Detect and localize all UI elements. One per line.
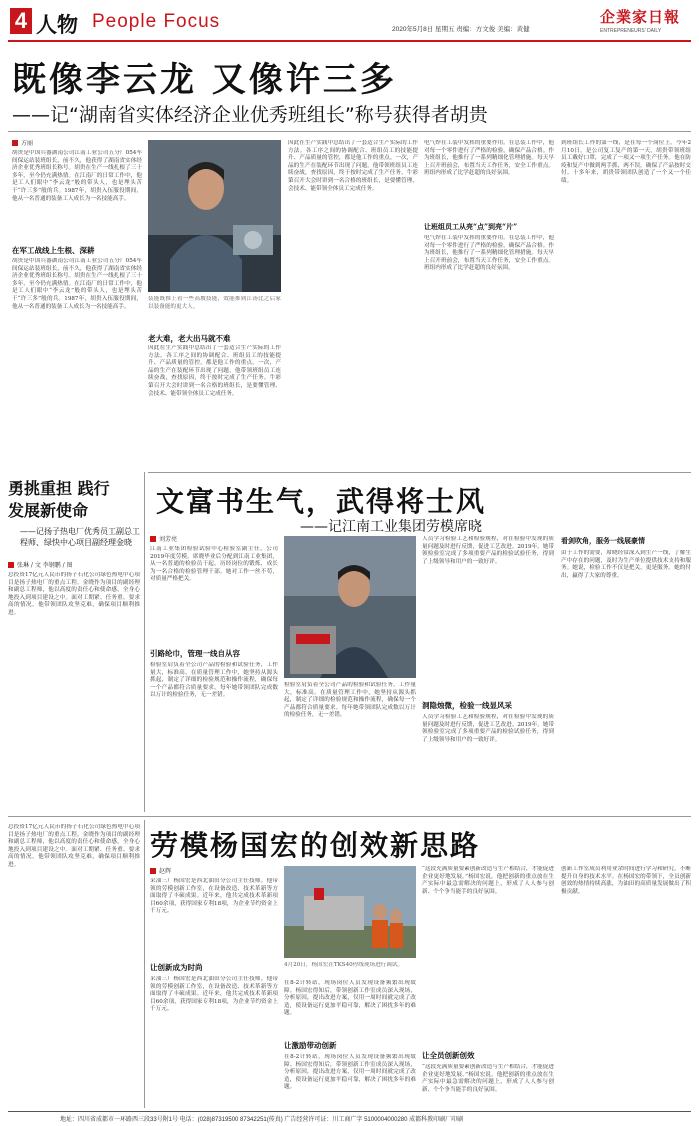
- article2-section1-title: 引路纶巾，管理一线自从容: [150, 649, 240, 658]
- article4-col3-text: “这段充满质量要素创新改造与生产相结合，才能促进企业更好地发展。”杨国宏说。他把创新的重点放在生产实际中最急需解决的问题上，形成了人人参与创新、个个争当能手的良好氛围。: [422, 866, 554, 895]
- article2-col4-text: 由于工作的需要，席晓经常深入到生产一线，了解生产中存在的问题，及时为生产单位提供技术支持和服务。她说，检验工作不仅是把关，更是服务。她的付出，赢得了大家的尊重。: [561, 550, 691, 579]
- article2-subheadline: ——记江南工业集团劳模席晓: [300, 519, 482, 535]
- article3-text: 总投资17亿元人民币的扬子石化公司绿色热电中心项目是扬子热电厂的重点工程。金晓作为项目的副经理和副总工程师，他以高度的责任心和使命感，全身心地投入到项目建设之中。面对工期紧、任务重、要求高的情况，他带领团队攻坚克难，确保项目顺利推进。: [8, 572, 140, 616]
- logo-en: ENTREPRENEURS' DAILY: [600, 28, 662, 34]
- article3-headline: 勇挑重担 践行发展新使命: [8, 479, 110, 520]
- masthead: [8, 6, 691, 40]
- oilfield-photo-illustration: [284, 866, 416, 958]
- masthead-rule: [8, 40, 691, 42]
- article2-section3-title: 看剑吹角，服务一线展豪情: [561, 536, 645, 545]
- article3-subheadline: ——记扬子热电厂优秀员工副总工程师、绿快中心项目副经理金晓: [20, 527, 140, 547]
- article1-headline: 既像李云龙 又像许三多: [12, 60, 397, 100]
- logo: [600, 6, 692, 34]
- article1-divider: [8, 131, 691, 132]
- article1-byline: [12, 138, 33, 147]
- article1-subheadline: ——记“湖南省实体经济企业优秀班组长”称号获得者胡贵: [12, 104, 488, 126]
- page-number: 4: [14, 8, 28, 33]
- byline-marker: [150, 868, 156, 874]
- article4-section1-title: 让创新成为时尚: [150, 963, 203, 972]
- logo-cn: 企業家日報: [600, 8, 681, 26]
- article4-photo: [284, 866, 416, 958]
- worker-photo-illustration: [148, 140, 281, 292]
- article4-byline: [150, 866, 171, 875]
- article4-left-divider: [144, 820, 145, 1108]
- article4-col1-text: 采油三厂杨国宏是西北油田分公司主任技师。他带领的劳模创新工作室，在设备改造、技术革新等方面取得了丰硕成果。近年来，他共完成技术革新项目60余项，获得国家专利18项，为企业节约资金上千万元。: [150, 878, 278, 915]
- article1-col4-text-b: 电气焊在工装中发挥的重要作用。在总装工作中，他对每一个零件进行了严格的检验，确保产品合格。作为班组长，他推行了一系列精细化管理措施。每天早上召开班前会，布置当天工作任务，安全工作重点。班组内形成了比学赶超的良好氛围。: [424, 235, 554, 272]
- article4-section3-title: 让全员创新创效: [422, 1051, 475, 1060]
- article4-headline: 劳模杨国宏的创效新思路: [150, 829, 481, 862]
- page-number-badge: [10, 8, 32, 34]
- article2-bottom-divider: [8, 816, 691, 817]
- byline-marker: [150, 536, 156, 542]
- byline-marker: [12, 140, 18, 146]
- article2-headline: 文富书生气，武得将士风: [156, 485, 487, 518]
- article2-byline: [150, 534, 177, 543]
- article2-photo: [284, 536, 416, 678]
- article2-col1-text-b: 检验室肩负着全公司产品的检验和试验任务，工作量大，标准高。在质量管理工作中，她坚持从源头抓起，制定了详细的检验规范和操作流程，确保每一个产品都符合质量要求。每年她带领团队完成数以万计的检验任务，无一差错。: [150, 662, 278, 699]
- article1-section3-title: 让班组员工从亮“点”到亮“片”: [424, 222, 518, 231]
- article4-col2-text-b: 在8-2计转站，现场岗位人员发现设备频繁出现故障。杨国宏得知后，带领创新工作室成员深入现场，分析原因，提出改进方案，仅用一周时间就完成了改造，使设备运行更加平稳可靠，解决了困扰多年的难题。: [284, 1054, 416, 1091]
- article4-photo-caption: 4月20日，杨国宏在TKS40停线现场进行调试。: [284, 962, 404, 968]
- article3-col-continued: 总投资17亿元人民币的扬子石化公司绿色热电中心项目是扬子热电厂的重点工程。金晓作为项目的副经理和副总工程师，他以高度的责任心和使命感，全身心地投入到项目建设之中。面对工期紧、任务重、要求高的情况，他带领团队攻坚克难，确保项目顺利推进。: [8, 824, 140, 868]
- article4-col3-text-b: “这段充满质量要素创新改造与生产相结合，才能促进企业更好地发展。”杨国宏说。他把创新的重点放在生产实际中最急需解决的问题上，形成了人人参与创新、个个争当能手的良好氛围。: [422, 1064, 554, 1093]
- article1-col3-text: 因此在生产实践中总结出了一套适合生产实际的工作方法。各工序之间的协调配合、班组员工的技能提升、产品质量的管控，都是他工作的重点。一次，产品的生产在装配环节出现了问题，他带领班组员工连续奋战，查找原因，终于按时完成了生产任务。牛彩第召开大会时讲到一名合格的班组长，是要懂管理、会技术、能带领全体员工完成任务。: [288, 140, 418, 192]
- article2-author: 刘芳亮: [159, 536, 178, 543]
- section-title-cn: 人物: [36, 13, 78, 37]
- section-title-en: People Focus: [92, 11, 221, 32]
- article4-section2-title: 让激励带动创新: [284, 1041, 337, 1050]
- article1-photo-caption: 装能既推上看一些高坡技能，效能推到江汤比之后家以装备能的更大人。: [148, 296, 281, 310]
- article2-col1-text: 江南工业集团检验试验中心检验室副主任，公司2019年度劳模。席晓毕业后分配到江南工业集团，从一名普通的检验员干起，历经岗位的锻炼，成长为一名合格的检验管理干部。她对工作一丝不苟，对质量严格把关。: [150, 546, 278, 583]
- article2-col3-text-b: 人员学习检验工艺和检验规程，对在检验中发现的质量问题及时进行反馈，促进工艺改进。2019年，她带领检验室完成了多项重要产品的检验试验任务，得到了上级领导和用户的一致好评。: [422, 714, 554, 743]
- date-line: 2020年5月8日 星期五 责编：方文俊 美编：黄健: [392, 26, 530, 33]
- article4-col1-text-b: 采油三厂杨国宏是西北油田分公司主任技师。他带领的劳模创新工作室，在设备改造、技术革新等方面取得了丰硕成果。近年来，他共完成技术革新项目60余项，获得国家专利18项，为企业节约资金上千万元。: [150, 976, 278, 1013]
- article4-author: 赵辉: [159, 868, 172, 875]
- article1-col2-text: 因此在生产实践中总结出了一套适合生产实际的工作方法。各工序之间的协调配合、班组员工的技能提升、产品质量的管控，都是他工作的重点。一次，产品的生产在装配环节出现了问题，他带领班组员工连续奋战，查找原因，终于按时完成了生产任务。牛彩第召开大会时讲到一名合格的班组长，是要懂管理、会技术、能带领全体员工完成任务。: [148, 345, 281, 397]
- article1-photo: [148, 140, 281, 292]
- article1-bottom-divider: [148, 472, 691, 473]
- article1-section1-title: 在军工战线上生根、深耕: [12, 246, 95, 255]
- article1-author: 方丽: [21, 140, 34, 147]
- article1-col1-text: 胡贵是中国兵器湖南公司江南工业公司五分厂054车间保运站装班组长，前不久，他获得了湖南省实体经济企业优秀班组长称号。胡贵在生产一线扎根了三十多年，至今仍充满热情。在江南厂的日常工作中，他是工人们眼中“李云龙”般的带头人，也是埋头苦干“许三多”般的兵。1987年，胡贵入伍服役期间，他从一名普通的装备工人成长为一名技能高手。: [12, 150, 142, 202]
- article3-byline: [8, 560, 73, 569]
- article3-headline-box: [8, 478, 140, 548]
- byline-marker: [8, 562, 14, 568]
- article2-col2-text: 检验室肩负着全公司产品的检验和试验任务，工作量大，标准高。在质量管理工作中，她坚持从源头抓起，制定了详细的检验规范和操作流程，确保每一个产品都符合质量要求。每年她带领团队完成数以万计的检验任务，无一差错。: [284, 682, 416, 719]
- footer-rule: [8, 1111, 691, 1112]
- article2-col3-text: 人员学习检验工艺和检验规程，对在检验中发现的质量问题及时进行反馈，促进工艺改进。2019年，她带领检验室完成了多项重要产品的检验试验任务，得到了上级领导和用户的一致好评。: [422, 536, 554, 565]
- article1-col1-text-b: 胡贵是中国兵器湖南公司江南工业公司五分厂054车间保运站装班组长，前不久，他获得了湖南省实体经济企业优秀班组长称号。胡贵在生产一线扎根了三十多年，至今仍充满热情。在江南厂的日常工作中，他是工人们眼中“李云龙”般的带头人，也是埋头苦干“许三多”般的兵。1987年，胡贵入伍服役期间，他从一名普通的装备工人成长为一名技能高手。: [12, 258, 142, 310]
- article2-section2-title: 洞隐烛微，检验一线显风采: [422, 701, 512, 710]
- article3-author: 张琳 / 文 李钢鹏 / 图: [17, 562, 73, 569]
- article1-col5-text: 到班组长工作的第一线，是在每一个岗位上。今年2月10日，是公司复工复产的第一天，胡贵带领班组员工戴好口罩，完成了一项又一项生产任务。他在防疫和复产中做到两手抓，两不误，确保了产品按时交付。十多年来，胡贵带领团队创造了一个又一个佳绩。: [561, 140, 691, 184]
- article1-col4-text: 电气焊在工装中发挥的重要作用。在总装工作中，他对每一个零件进行了严格的检验，确保产品合格。作为班组长，他推行了一系列精细化管理措施。每天早上召开班前会，布置当天工作任务，安全工作重点。班组内形成了比学赶超的良好氛围。: [424, 140, 554, 177]
- footer-text: 地址：四川省成都市一环路西三段33号附1号 电话：(028)87319500 87342251(传真) 广告经营许可证：川工商广字 5100004000280 成都科教印刷厂印刷: [60, 1117, 464, 1123]
- article4-col4-text: 创新工作室成员利用业余时间进行学习和研究，不断提升自身的技术水平。在杨国宏的带领下，全员创新创效的热情持续高涨，为油田的高质量发展做出了积极贡献。: [561, 866, 691, 895]
- article3-vertical-divider: [144, 472, 145, 812]
- inspector-photo-illustration: [284, 536, 416, 678]
- article4-col2-text: 在8-2计转站，现场岗位人员发现设备频繁出现故障。杨国宏得知后，带领创新工作室成员深入现场，分析原因，提出改进方案，仅用一周时间就完成了改造，使设备运行更加平稳可靠，解决了困扰多年的难题。: [284, 980, 416, 1017]
- article1-section2-title: 老大难，老大出马就不难: [148, 334, 231, 343]
